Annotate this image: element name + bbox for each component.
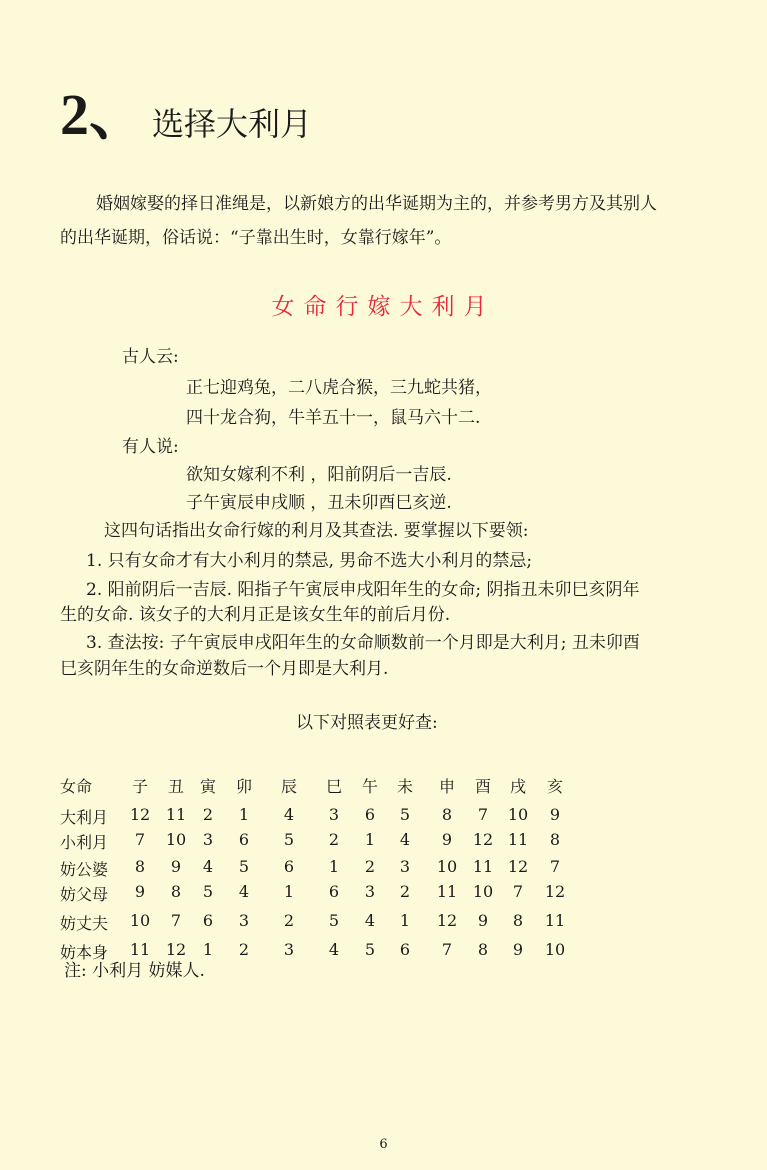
table-cell: 9 xyxy=(134,882,146,901)
table-cell: 10 xyxy=(129,911,151,930)
table-cell: 1 xyxy=(202,940,214,959)
table-row-label: 妨父母 xyxy=(60,885,109,904)
table-cell: 7 xyxy=(134,830,146,849)
table-row xyxy=(0,830,767,852)
table-cell: 申 xyxy=(438,777,455,796)
table-cell: 10 xyxy=(507,805,529,824)
table-cell: 12 xyxy=(507,857,529,876)
table-cell: 8 xyxy=(134,857,146,876)
table-cell: 6 xyxy=(399,940,411,959)
table-cell: 7 xyxy=(549,857,561,876)
table-header-row xyxy=(0,774,767,796)
table-cell: 7 xyxy=(477,805,489,824)
table-cell: 子 xyxy=(131,777,148,796)
section-title: 选择大利月 xyxy=(152,105,313,143)
intro-line-2: 的出华诞期，俗话说：“子靠出生时，女靠行嫁年”。 xyxy=(60,228,452,248)
intro-line-1: 婚姻嫁娶的择日准绳是，以新娘方的出华诞期为主的，并参考男方及其别人 xyxy=(96,194,657,214)
table-cell: 8 xyxy=(170,882,182,901)
table-cell: 7 xyxy=(512,882,524,901)
table-cell: 2 xyxy=(283,911,295,930)
table-cell: 巳 xyxy=(325,777,342,796)
table-cell: 6 xyxy=(238,830,250,849)
table-row xyxy=(0,882,767,904)
section-number: 2、 xyxy=(60,82,148,147)
table-cell: 12 xyxy=(129,805,151,824)
table-row-label: 女命 xyxy=(60,777,93,796)
table-cell: 5 xyxy=(202,882,214,901)
table-row-label: 大利月 xyxy=(60,808,109,827)
page-number: 6 xyxy=(379,1137,388,1152)
table-cell: 12 xyxy=(472,830,494,849)
table-cell: 午 xyxy=(361,777,378,796)
point-1-line-1: 1. 只有女命才有大小利月的禁忌, 男命不选大小利月的禁忌; xyxy=(86,551,533,571)
someone-says-label: 有人说: xyxy=(122,437,179,457)
table-cell: 4 xyxy=(238,882,250,901)
table-cell: 7 xyxy=(441,940,453,959)
table-cell: 辰 xyxy=(280,777,297,796)
table-note: 注: 小利月 妨媒人. xyxy=(64,961,205,981)
table-cell: 5 xyxy=(283,830,295,849)
table-cell: 1 xyxy=(238,805,250,824)
ancients-verse-line-1: 正七迎鸡兔，二八虎合猴，三九蛇共猪， xyxy=(186,378,492,398)
table-cell: 10 xyxy=(436,857,458,876)
table-cell: 11 xyxy=(165,805,187,824)
table-cell: 4 xyxy=(364,911,376,930)
table-cell: 戌 xyxy=(509,777,526,796)
point-2-line-1: 2. 阳前阴后一吉辰. 阳指子午寅辰申戌阳年生的女命; 阴指丑未卯巳亥阴年 xyxy=(86,580,640,600)
table-row-label: 妨本身 xyxy=(60,943,109,962)
table-row xyxy=(0,857,767,879)
table-cell: 11 xyxy=(544,911,566,930)
point-3-line-2: 巳亥阴年生的女命逆数后一个月即是大利月. xyxy=(60,659,389,679)
table-cell: 12 xyxy=(165,940,187,959)
table-cell: 7 xyxy=(170,911,182,930)
table-cell: 4 xyxy=(399,830,411,849)
table-row-label: 妨丈夫 xyxy=(60,914,109,933)
table-cell: 1 xyxy=(283,882,295,901)
table-cell: 6 xyxy=(202,911,214,930)
table-cell: 5 xyxy=(238,857,250,876)
table-cell: 6 xyxy=(364,805,376,824)
table-cell: 卯 xyxy=(235,777,252,796)
summary-line: 这四句话指出女命行嫁的利月及其查法. 要掌握以下要领: xyxy=(104,521,529,541)
table-cell: 9 xyxy=(477,911,489,930)
table-cell: 9 xyxy=(170,857,182,876)
table-row-label: 妨公婆 xyxy=(60,860,109,879)
table-intro: 以下对照表更好查: xyxy=(296,713,438,733)
table-cell: 11 xyxy=(472,857,494,876)
table-row xyxy=(0,940,767,962)
table-cell: 2 xyxy=(364,857,376,876)
table-row xyxy=(0,911,767,933)
table-cell: 5 xyxy=(328,911,340,930)
table-cell: 4 xyxy=(328,940,340,959)
table-cell: 2 xyxy=(202,805,214,824)
table-cell: 3 xyxy=(364,882,376,901)
point-2-line-2: 生的女命. 该女子的大利月正是该女生年的前后月份. xyxy=(60,605,451,625)
table-cell: 5 xyxy=(364,940,376,959)
table-cell: 亥 xyxy=(546,777,563,796)
table-cell: 8 xyxy=(441,805,453,824)
table-cell: 1 xyxy=(328,857,340,876)
table-cell: 3 xyxy=(238,911,250,930)
table-row xyxy=(0,805,767,827)
table-cell: 3 xyxy=(202,830,214,849)
table-cell: 2 xyxy=(399,882,411,901)
ancients-say-label: 古人云: xyxy=(122,347,179,367)
table-cell: 3 xyxy=(328,805,340,824)
table-cell: 10 xyxy=(472,882,494,901)
table-cell: 12 xyxy=(544,882,566,901)
table-cell: 12 xyxy=(436,911,458,930)
table-cell: 11 xyxy=(507,830,529,849)
table-cell: 3 xyxy=(283,940,295,959)
table-cell: 4 xyxy=(202,857,214,876)
table-cell: 9 xyxy=(549,805,561,824)
table-cell: 寅 xyxy=(199,777,216,796)
table-cell: 8 xyxy=(549,830,561,849)
someone-verse-line-1: 欲知女嫁利不利 ，阳前阴后一吉辰. xyxy=(186,465,452,485)
table-cell: 8 xyxy=(477,940,489,959)
table-cell: 6 xyxy=(328,882,340,901)
table-cell: 11 xyxy=(129,940,151,959)
table-row-label: 小利月 xyxy=(60,833,109,852)
table-cell: 11 xyxy=(436,882,458,901)
table-cell: 3 xyxy=(399,857,411,876)
point-3-line-1: 3. 查法按: 子午寅辰申戌阳年生的女命顺数前一个月即是大利月; 丑未卯酉 xyxy=(86,633,640,653)
table-cell: 5 xyxy=(399,805,411,824)
table-cell: 1 xyxy=(399,911,411,930)
table-cell: 6 xyxy=(283,857,295,876)
table-cell: 8 xyxy=(512,911,524,930)
table-cell: 2 xyxy=(328,830,340,849)
table-cell: 2 xyxy=(238,940,250,959)
table-cell: 未 xyxy=(396,777,413,796)
someone-verse-line-2: 子午寅辰申戌顺 ，丑未卯酉巳亥逆. xyxy=(186,493,452,513)
ancients-verse-line-2: 四十龙合狗，牛羊五十一，鼠马六十二. xyxy=(186,408,481,428)
table-cell: 4 xyxy=(283,805,295,824)
red-section-title: 女命行嫁大利月 xyxy=(271,294,496,320)
table-cell: 丑 xyxy=(167,777,184,796)
table-cell: 1 xyxy=(364,830,376,849)
table-cell: 10 xyxy=(544,940,566,959)
table-cell: 酉 xyxy=(474,777,491,796)
table-cell: 9 xyxy=(512,940,524,959)
table-cell: 9 xyxy=(441,830,453,849)
table-cell: 10 xyxy=(165,830,187,849)
